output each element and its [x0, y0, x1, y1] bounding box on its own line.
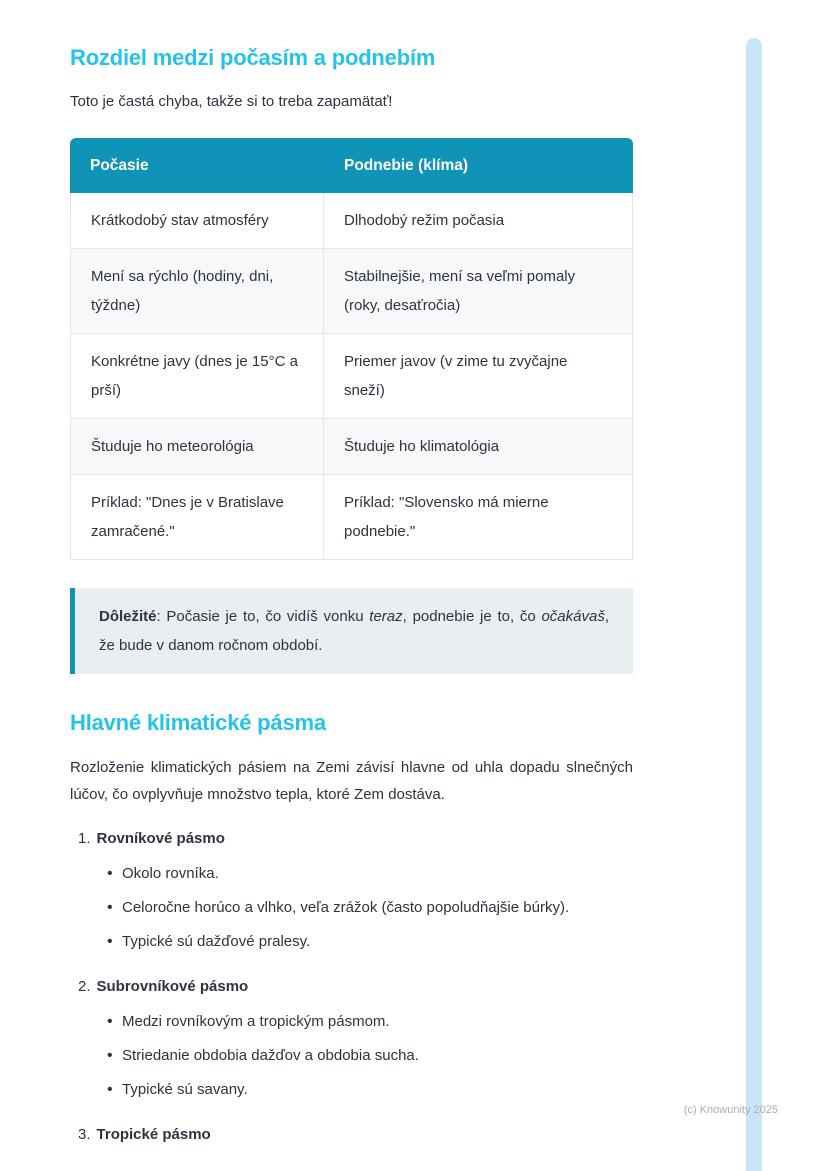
zone-number: 2. — [78, 978, 91, 995]
zone-title: Rovníkové pásmo — [96, 830, 225, 847]
zone-header — [70, 828, 633, 849]
table-cell: Priemer javov (v zime tu zvyčajne sneží) — [324, 334, 633, 419]
bullet-item: • Striedanie obdobia dažďov a obdobia sucha. — [70, 1045, 633, 1066]
callout-italic-teraz: teraz — [369, 608, 403, 625]
table-cell: Príklad: "Dnes je v Bratislave zamračené." — [70, 475, 324, 560]
bullet-item: • Okolo rovníka. — [70, 863, 633, 884]
important-callout — [70, 588, 633, 674]
section-heading-weather-vs-climate: Rozdiel medzi počasím a podnebím — [70, 45, 436, 70]
zone-number: 3. — [78, 1126, 91, 1143]
zone-bullet-list — [70, 863, 633, 952]
zone-bullet-list — [70, 1011, 633, 1100]
table-cell: Mení sa rýchlo (hodiny, dni, týždne) — [70, 249, 324, 334]
bullet-item: • Typické sú savany. — [70, 1079, 633, 1100]
zone-title: Subrovníkové pásmo — [96, 978, 249, 995]
bullet-item: • Medzi rovníkovým a tropickým pásmom. — [70, 1011, 633, 1032]
table-row — [70, 334, 633, 419]
document-content — [70, 0, 633, 1145]
table-cell: Príklad: "Slovensko má mierne podnebie." — [324, 475, 633, 560]
table-row — [70, 419, 633, 475]
list-item-zone-equatorial — [70, 828, 633, 952]
table-row — [70, 193, 633, 249]
weather-intro-paragraph: Toto je častá chyba, takže si to treba zapamätať! — [70, 93, 393, 110]
zone-header — [70, 976, 633, 997]
section-heading-climate-zones: Hlavné klimatické pásma — [70, 710, 326, 735]
table-header-pocasie: Počasie — [70, 138, 324, 193]
list-item-zone-subequatorial — [70, 976, 633, 1100]
table-cell: Dlhodobý režim počasia — [324, 193, 633, 249]
callout-text-segment: , podnebie je to, čo — [402, 608, 542, 625]
callout-text-segment: , že bude v danom ročnom období. — [99, 608, 609, 654]
table-cell: Študuje ho meteorológia — [70, 419, 324, 475]
climate-intro-paragraph: Rozloženie klimatických pásiem na Zemi závisí hlavne od uhla dopadu slnečných lúčov, čo ovplyvňuje množstvo tepla, ktoré Zem dostáva. — [70, 759, 633, 803]
list-item-zone-tropical — [70, 1124, 633, 1145]
callout-italic-ocakavas: očakávaš — [541, 608, 605, 625]
table-cell: Krátkodobý stav atmosféry — [70, 193, 324, 249]
scrollbar-track[interactable] — [746, 38, 762, 1171]
zone-title: Tropické pásmo — [96, 1126, 211, 1143]
table-cell: Študuje ho klimatológia — [324, 419, 633, 475]
copyright-text: (c) Knowunity 2025 — [683, 1104, 778, 1116]
zone-header — [70, 1124, 633, 1145]
comparison-table — [70, 138, 633, 560]
table-row — [70, 475, 633, 560]
table-cell: Stabilnejšie, mení sa veľmi pomaly (roky, desaťročia) — [324, 249, 633, 334]
table-cell: Konkrétne javy (dnes je 15°C a prší) — [70, 334, 324, 419]
table-header-row — [70, 138, 633, 193]
comparison-table-head — [70, 138, 633, 193]
table-row — [70, 249, 633, 334]
comparison-table-body — [70, 193, 633, 560]
zone-number: 1. — [78, 830, 91, 847]
bullet-item: • Celoročne horúco a vlhko, veľa zrážok (často popoludňajšie búrky). — [70, 897, 633, 918]
callout-text-segment: : Počasie je to, čo vidíš vonku — [156, 608, 370, 625]
climate-zones-list — [70, 828, 633, 1145]
callout-label: Dôležité — [99, 608, 157, 625]
important-callout-text — [99, 602, 609, 660]
table-header-podnebie: Podnebie (klíma) — [324, 138, 633, 193]
bullet-item: • Typické sú dažďové pralesy. — [70, 931, 633, 952]
